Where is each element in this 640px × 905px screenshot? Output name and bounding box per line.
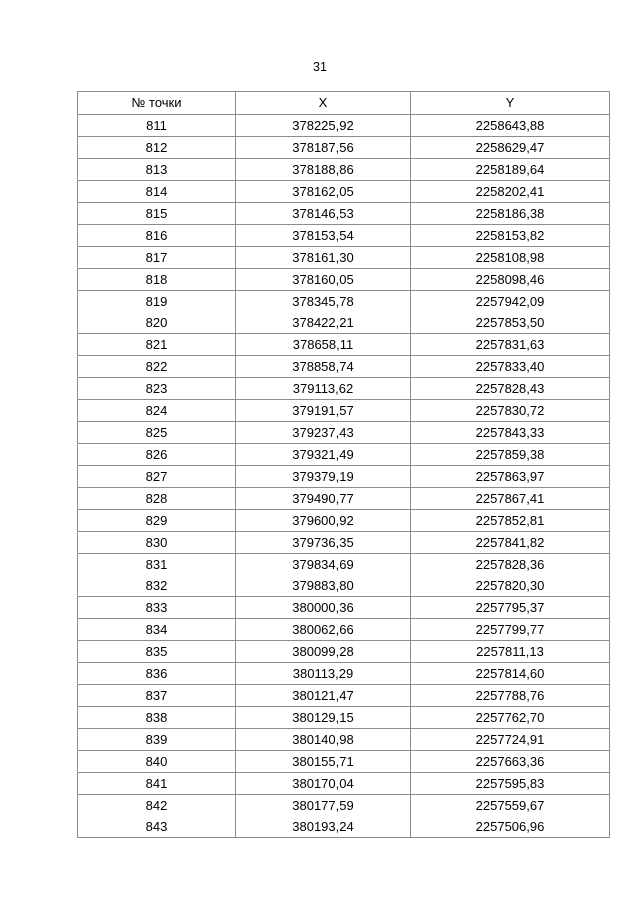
cell-x: 380140,98 <box>236 729 411 751</box>
cell-x: 380155,71 <box>236 751 411 773</box>
cell-point-number: 811 <box>78 115 236 137</box>
cell-x: 378160,05 <box>236 269 411 291</box>
cell-x: 379321,49 <box>236 444 411 466</box>
table-row <box>78 356 610 378</box>
cell-y: 2257863,97 <box>411 466 610 488</box>
cell-y: 2257788,76 <box>411 685 610 707</box>
cell-y: 2257814,60 <box>411 663 610 685</box>
cell-y: 2257663,36 <box>411 751 610 773</box>
table-row <box>78 707 610 729</box>
table-row <box>78 729 610 751</box>
cell-y: 2257831,63 <box>411 334 610 356</box>
cell-point-number: 814 <box>78 181 236 203</box>
cell-y: 2257853,50 <box>411 312 610 334</box>
page-number: 31 <box>313 60 327 74</box>
table-row <box>78 619 610 641</box>
cell-x: 380193,24 <box>236 816 411 838</box>
cell-point-number: 821 <box>78 334 236 356</box>
cell-x: 380121,47 <box>236 685 411 707</box>
cell-x: 378858,74 <box>236 356 411 378</box>
cell-y: 2257828,36 <box>411 554 610 576</box>
table-row <box>78 685 610 707</box>
cell-point-number: 837 <box>78 685 236 707</box>
cell-point-number: 822 <box>78 356 236 378</box>
cell-x: 379834,69 <box>236 554 411 576</box>
table-row <box>78 312 610 334</box>
cell-x: 378422,21 <box>236 312 411 334</box>
cell-y: 2257559,67 <box>411 795 610 817</box>
cell-y: 2257867,41 <box>411 488 610 510</box>
table-row <box>78 291 610 313</box>
cell-y: 2258189,64 <box>411 159 610 181</box>
cell-point-number: 841 <box>78 773 236 795</box>
cell-point-number: 834 <box>78 619 236 641</box>
cell-y: 2258186,38 <box>411 203 610 225</box>
table-row <box>78 334 610 356</box>
cell-point-number: 843 <box>78 816 236 838</box>
table-row <box>78 203 610 225</box>
table-row <box>78 378 610 400</box>
cell-y: 2257795,37 <box>411 597 610 619</box>
cell-x: 378162,05 <box>236 181 411 203</box>
cell-y: 2257841,82 <box>411 532 610 554</box>
cell-x: 378187,56 <box>236 137 411 159</box>
table-row <box>78 466 610 488</box>
cell-y: 2257830,72 <box>411 400 610 422</box>
table-row <box>78 225 610 247</box>
cell-x: 379600,92 <box>236 510 411 532</box>
cell-point-number: 838 <box>78 707 236 729</box>
cell-point-number: 828 <box>78 488 236 510</box>
cell-x: 379191,57 <box>236 400 411 422</box>
cell-x: 380170,04 <box>236 773 411 795</box>
coordinates-table <box>77 91 610 838</box>
table-row <box>78 751 610 773</box>
cell-point-number: 832 <box>78 575 236 597</box>
cell-point-number: 819 <box>78 291 236 313</box>
cell-y: 2258202,41 <box>411 181 610 203</box>
cell-point-number: 826 <box>78 444 236 466</box>
table-row <box>78 532 610 554</box>
cell-y: 2257820,30 <box>411 575 610 597</box>
cell-x: 378153,54 <box>236 225 411 247</box>
table-row <box>78 510 610 532</box>
cell-y: 2257595,83 <box>411 773 610 795</box>
cell-point-number: 820 <box>78 312 236 334</box>
table-header-row <box>78 92 610 115</box>
table-body <box>78 115 610 838</box>
cell-x: 378345,78 <box>236 291 411 313</box>
cell-x: 378161,30 <box>236 247 411 269</box>
column-header-x: X <box>236 92 411 115</box>
cell-x: 379736,35 <box>236 532 411 554</box>
cell-point-number: 816 <box>78 225 236 247</box>
cell-point-number: 839 <box>78 729 236 751</box>
cell-point-number: 818 <box>78 269 236 291</box>
cell-point-number: 812 <box>78 137 236 159</box>
table-row <box>78 247 610 269</box>
column-header-point: № точки <box>78 92 236 115</box>
cell-point-number: 835 <box>78 641 236 663</box>
table-row <box>78 795 610 817</box>
column-header-y: Y <box>411 92 610 115</box>
cell-y: 2258098,46 <box>411 269 610 291</box>
cell-point-number: 833 <box>78 597 236 619</box>
table-row <box>78 400 610 422</box>
cell-x: 379237,43 <box>236 422 411 444</box>
cell-point-number: 831 <box>78 554 236 576</box>
table-row <box>78 181 610 203</box>
cell-point-number: 813 <box>78 159 236 181</box>
table-row <box>78 444 610 466</box>
table-row <box>78 816 610 838</box>
table-row <box>78 422 610 444</box>
cell-y: 2257762,70 <box>411 707 610 729</box>
cell-y: 2258629,47 <box>411 137 610 159</box>
cell-x: 380177,59 <box>236 795 411 817</box>
cell-point-number: 817 <box>78 247 236 269</box>
table-row <box>78 663 610 685</box>
cell-point-number: 815 <box>78 203 236 225</box>
cell-y: 2257506,96 <box>411 816 610 838</box>
cell-x: 378146,53 <box>236 203 411 225</box>
cell-point-number: 823 <box>78 378 236 400</box>
cell-y: 2257852,81 <box>411 510 610 532</box>
cell-y: 2257843,33 <box>411 422 610 444</box>
cell-x: 380099,28 <box>236 641 411 663</box>
cell-point-number: 827 <box>78 466 236 488</box>
cell-x: 378225,92 <box>236 115 411 137</box>
table-row <box>78 575 610 597</box>
cell-x: 380062,66 <box>236 619 411 641</box>
table-row <box>78 597 610 619</box>
cell-x: 378188,86 <box>236 159 411 181</box>
cell-x: 379883,80 <box>236 575 411 597</box>
table-row <box>78 137 610 159</box>
cell-y: 2257828,43 <box>411 378 610 400</box>
cell-y: 2258108,98 <box>411 247 610 269</box>
cell-point-number: 840 <box>78 751 236 773</box>
table-row <box>78 488 610 510</box>
cell-point-number: 824 <box>78 400 236 422</box>
cell-x: 379113,62 <box>236 378 411 400</box>
cell-point-number: 842 <box>78 795 236 817</box>
table-row <box>78 773 610 795</box>
cell-y: 2257942,09 <box>411 291 610 313</box>
cell-x: 380113,29 <box>236 663 411 685</box>
cell-point-number: 830 <box>78 532 236 554</box>
cell-y: 2257799,77 <box>411 619 610 641</box>
table-row <box>78 554 610 576</box>
table-row <box>78 115 610 137</box>
cell-y: 2258643,88 <box>411 115 610 137</box>
cell-point-number: 829 <box>78 510 236 532</box>
cell-y: 2257811,13 <box>411 641 610 663</box>
cell-y: 2257724,91 <box>411 729 610 751</box>
cell-point-number: 825 <box>78 422 236 444</box>
cell-x: 380000,36 <box>236 597 411 619</box>
cell-y: 2257833,40 <box>411 356 610 378</box>
table-row <box>78 269 610 291</box>
cell-y: 2257859,38 <box>411 444 610 466</box>
cell-x: 379379,19 <box>236 466 411 488</box>
cell-x: 379490,77 <box>236 488 411 510</box>
cell-y: 2258153,82 <box>411 225 610 247</box>
table-row <box>78 641 610 663</box>
cell-x: 378658,11 <box>236 334 411 356</box>
cell-x: 380129,15 <box>236 707 411 729</box>
table-row <box>78 159 610 181</box>
cell-point-number: 836 <box>78 663 236 685</box>
